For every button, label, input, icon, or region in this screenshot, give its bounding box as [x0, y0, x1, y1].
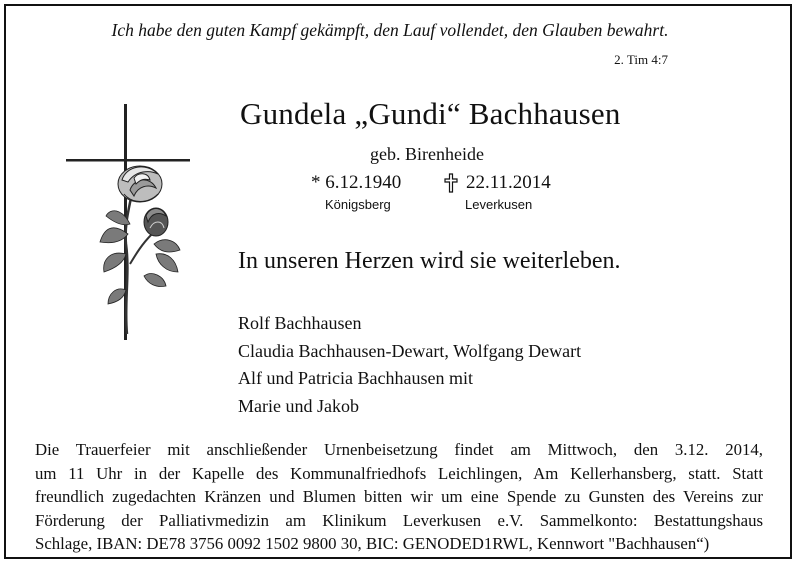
funeral-notice-line: um 11 Uhr in der Kapelle des Kommunalfriedhofs Leichlingen, Am Kellerhansberg, statt. Statt [35, 463, 763, 483]
mourner-name: Marie und Jakob [238, 395, 359, 416]
bible-verse-reference: 2. Tim 4:7 [614, 52, 668, 67]
deceased-name: Gundela „Gundi“ Bachhausen [240, 96, 621, 131]
death-date-group [444, 172, 551, 194]
funeral-notice-line: Förderung der Palliativmedizin am Klinikum Leverkusen e.V. Sammelkonto: Bestattungshaus [35, 510, 763, 530]
funeral-notice-line: Schlage, IBAN: DE78 3756 0092 1502 9800 30, BIC: GENODED1RWL, Kennwort "Bachhausen“) [35, 534, 710, 553]
funeral-notice-line: Die Trauerfeier mit anschließender Urnenbeisetzung findet am Mittwoch, den 3.12. 2014, [35, 440, 763, 459]
mourner-name: Claudia Bachhausen-Dewart, Wolfgang Dewart [238, 340, 582, 361]
funeral-notice-line: freundlich zugedachten Kränzen und Blumen bitten wir um eine Spende zu Gunsten des Vereins zur [35, 487, 763, 506]
bible-quote: Ich habe den guten Kampf gekämpft, den Lauf vollendet, den Glauben bewahrt. [111, 20, 669, 40]
mourner-name: Rolf Bachhausen [238, 313, 362, 333]
mourner-name: Alf und Patricia Bachhausen mit [238, 368, 473, 388]
birth-name: geb. Birenheide [370, 144, 484, 164]
death-date: 22.11.2014 [466, 172, 551, 193]
closing-line: In unseren Herzen wird sie weiterleben. [238, 248, 621, 274]
birth-place: Königsberg [325, 197, 391, 212]
cross-with-roses-icon [64, 104, 194, 344]
mourners-list [238, 310, 581, 420]
birth-date: * 6.12.1940 [311, 172, 402, 193]
death-place: Leverkusen [465, 197, 533, 212]
dagger-cross-icon [444, 173, 458, 193]
funeral-notice [35, 438, 763, 556]
